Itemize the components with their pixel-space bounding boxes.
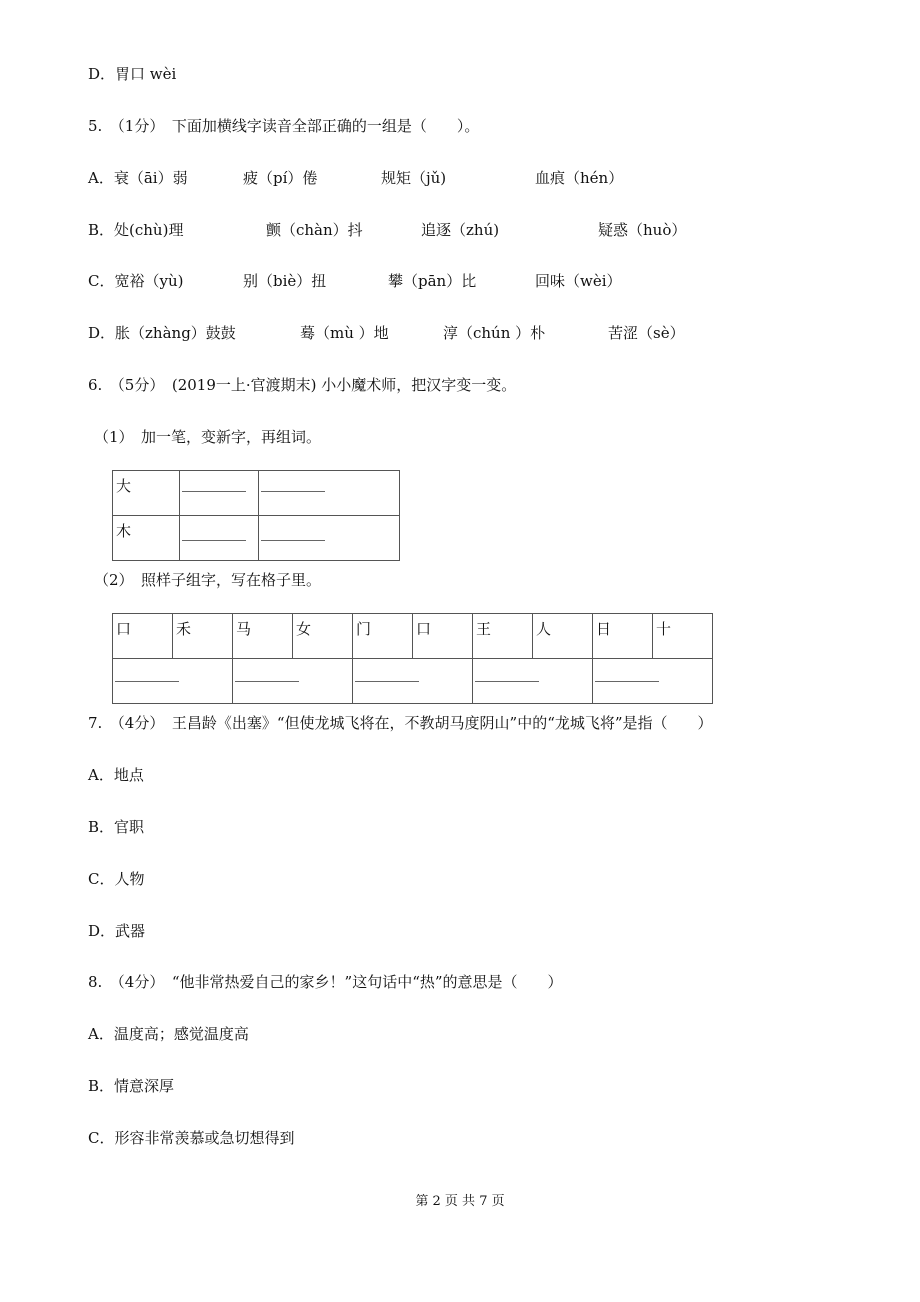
source-char: 王 <box>476 620 492 638</box>
source-char: 口 <box>416 620 432 638</box>
source-char: 禾 <box>176 620 192 638</box>
q5-a-item-4: 血痕（hén） <box>535 169 624 187</box>
q8-option-a: A．温度高；感觉温度高 <box>88 1025 249 1043</box>
combine-chars-table <box>112 613 713 704</box>
q5-d-item-4: 苦涩（sè） <box>608 324 685 342</box>
q5-a-item-3: 规矩（jǔ) <box>381 169 447 187</box>
q7-stem: 7. （4分） 王昌龄《出塞》“但使龙城飞将在，不教胡马度阴山”中的“龙城飞将”是指（ ） <box>88 714 713 732</box>
source-char: 马 <box>236 620 252 638</box>
q5-b-item-1: B．处(chù)理 <box>88 221 184 239</box>
answer-blank[interactable] <box>355 681 419 682</box>
source-char: 日 <box>596 620 612 638</box>
q5-c-item-3: 攀（pān）比 <box>388 272 477 290</box>
source-char: 大 <box>116 477 132 495</box>
q5-c-item-4: 回味（wèi） <box>535 272 622 290</box>
answer-blank[interactable] <box>235 681 299 682</box>
answer-blank[interactable] <box>115 681 179 682</box>
q7-option-b: B．官职 <box>88 818 145 836</box>
q5-stem: 5. （1分） 下面加横线字读音全部正确的一组是（ ）。 <box>88 117 480 135</box>
q4-option-d: D．胃口 wèi <box>88 65 177 83</box>
q5-c-item-1: C．宽裕（yù) <box>88 272 184 290</box>
q6-part2-instruction: （2） 照样子组字，写在格子里。 <box>94 571 322 589</box>
q5-b-item-3: 追逐（zhú) <box>421 221 500 239</box>
answer-blank[interactable] <box>182 491 246 492</box>
add-stroke-table <box>112 470 400 561</box>
answer-blank[interactable] <box>182 540 246 541</box>
page-footer: 第 2 页 共 7 页 <box>415 1194 505 1209</box>
q6-part1-instruction: （1） 加一笔，变新字，再组词。 <box>94 428 322 446</box>
source-char: 十 <box>656 620 672 638</box>
answer-blank[interactable] <box>475 681 539 682</box>
q8-option-b: B．情意深厚 <box>88 1077 175 1095</box>
q5-d-item-3: 淳（chún ）朴 <box>443 324 546 342</box>
q5-c-item-2: 别（biè）扭 <box>243 272 327 290</box>
q5-d-item-2: 蓦（mù ）地 <box>300 324 389 342</box>
source-char: 女 <box>296 620 312 638</box>
answer-blank[interactable] <box>261 491 325 492</box>
q7-option-d: D．武器 <box>88 922 146 940</box>
q8-option-c: C．形容非常羡慕或急切想得到 <box>88 1129 295 1147</box>
answer-blank[interactable] <box>261 540 325 541</box>
q7-option-c: C．人物 <box>88 870 145 888</box>
answer-blank[interactable] <box>595 681 659 682</box>
q5-d-item-1: D．胀（zhàng）鼓鼓 <box>88 324 236 342</box>
q5-a-item-1: A．衰（āi）弱 <box>88 169 188 187</box>
source-char: 口 <box>116 620 132 638</box>
q5-b-item-2: 颤（chàn）抖 <box>266 221 363 239</box>
q6-stem: 6. （5分） (2019一上·官渡期末) 小小魔术师，把汉字变一变。 <box>88 376 517 394</box>
source-char: 人 <box>536 620 552 638</box>
source-char: 门 <box>356 620 372 638</box>
q8-stem: 8. （4分） “他非常热爱自己的家乡！”这句话中“热”的意思是（ ） <box>88 973 563 991</box>
q5-a-item-2: 疲（pí）倦 <box>243 169 318 187</box>
q5-b-item-4: 疑惑（huò） <box>598 221 687 239</box>
q7-option-a: A．地点 <box>88 766 144 784</box>
source-char: 木 <box>116 522 132 540</box>
